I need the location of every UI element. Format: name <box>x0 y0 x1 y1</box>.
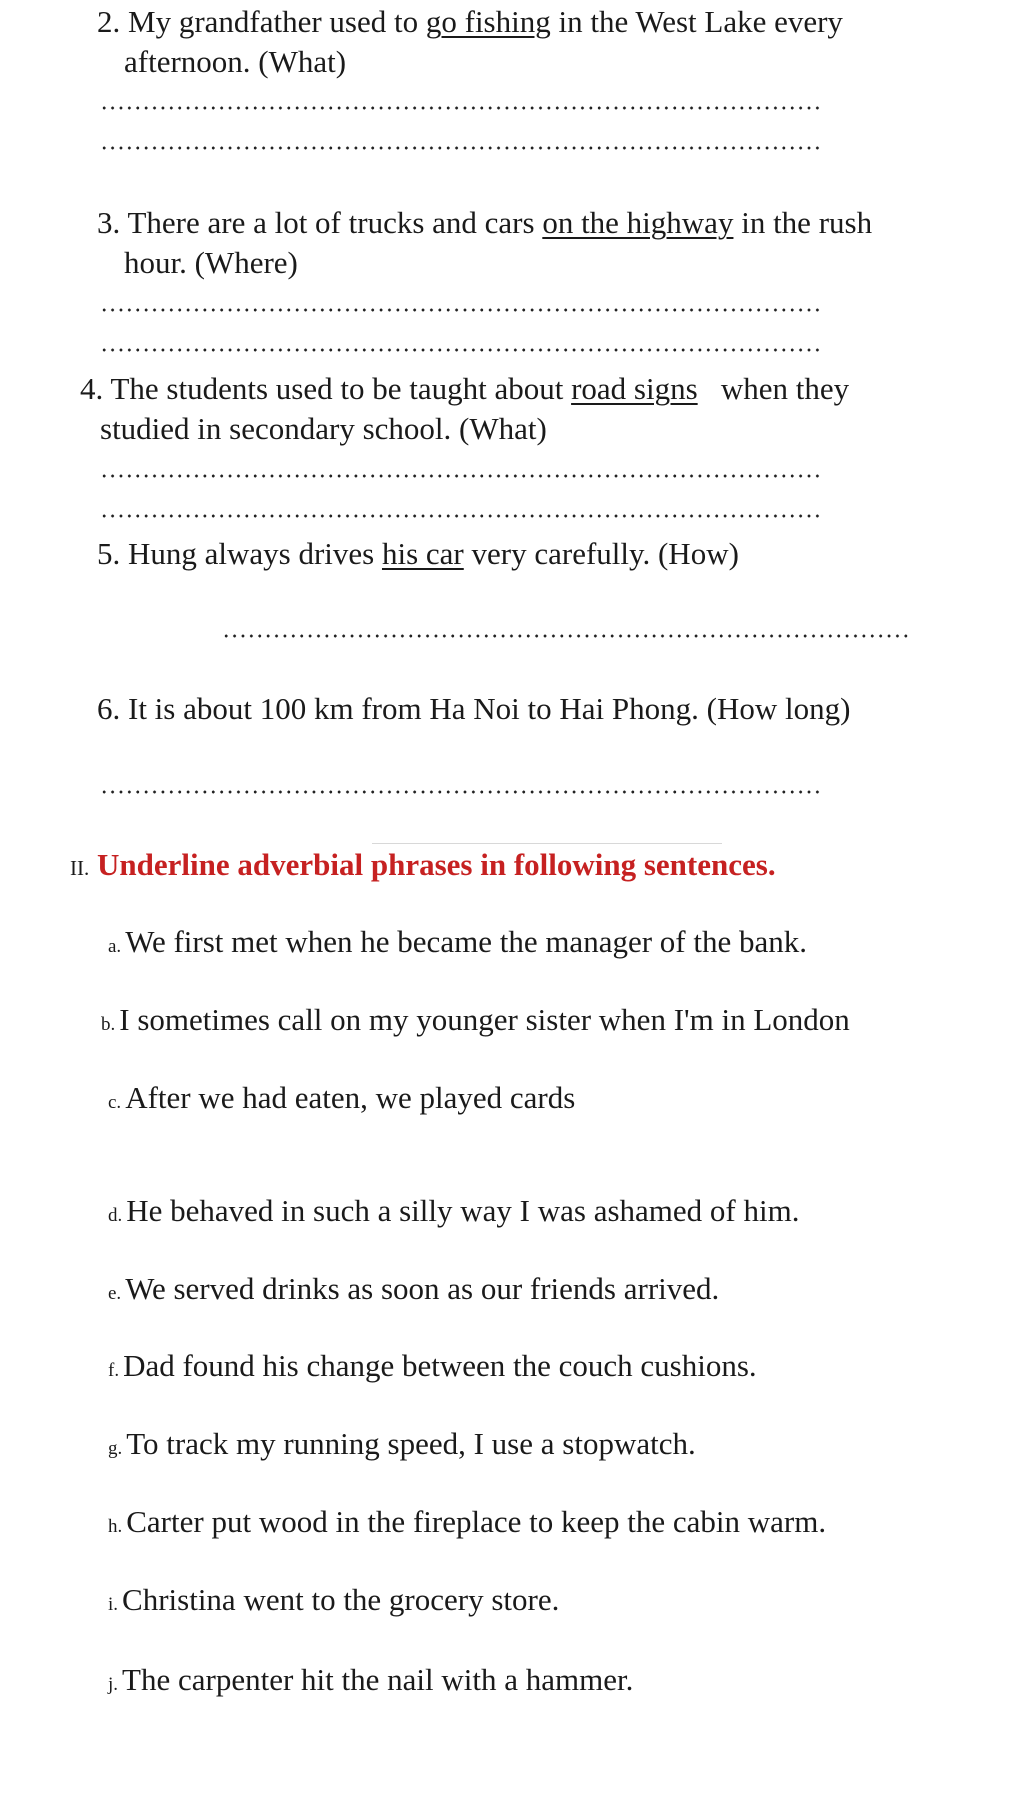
section-2-title: Underline adverbial phrases in following sentences. <box>97 847 776 882</box>
list-item <box>108 1078 575 1123</box>
list-item-text: He behaved in such a silly way I was ashamed of him. <box>126 1193 800 1228</box>
question-3-line-2: hour. (Where) <box>124 245 298 280</box>
list-item-letter: b. <box>101 1014 116 1035</box>
list-item <box>108 1502 826 1547</box>
question-2-text-before: My grandfather used to <box>128 4 426 39</box>
question-3-underlined-phrase: on the highway <box>542 205 734 240</box>
question-2-text-after: in the West Lake every <box>550 4 843 39</box>
question-3-line-1 <box>97 203 872 243</box>
list-item-text: To track my running speed, I use a stopwatch. <box>126 1426 696 1461</box>
list-item-letter: f. <box>108 1360 120 1381</box>
question-6-number: 6. <box>97 691 121 726</box>
question-5-text-before: Hung always drives <box>128 536 382 571</box>
list-item-text: After we had eaten, we played cards <box>125 1080 576 1115</box>
list-item-text: The carpenter hit the nail with a hammer. <box>122 1662 634 1697</box>
answer-line[interactable] <box>100 788 820 796</box>
question-3-text-before: There are a lot of trucks and cars <box>127 205 543 240</box>
section-2-number: II. <box>70 856 90 880</box>
list-item <box>108 1660 633 1705</box>
list-item <box>108 922 807 967</box>
list-item-letter: a. <box>108 936 122 957</box>
answer-line[interactable] <box>100 472 820 480</box>
list-item-text: Carter put wood in the fireplace to keep the cabin warm. <box>126 1504 827 1539</box>
question-4-text-before: The students used to be taught about <box>110 371 572 406</box>
question-6-text: It is about 100 km from Ha Noi to Hai Phong. (How long) <box>128 691 851 726</box>
question-3-number: 3. <box>97 205 121 240</box>
question-2-line-2: afternoon. (What) <box>124 44 347 79</box>
question-4-underlined-phrase: road signs <box>571 371 698 406</box>
list-item-letter: e. <box>108 1283 122 1304</box>
question-5-number: 5. <box>97 536 121 571</box>
question-5-line-1 <box>97 534 739 574</box>
list-item-letter: j. <box>108 1674 119 1695</box>
list-item-letter: h. <box>108 1516 123 1537</box>
list-item <box>101 1000 850 1045</box>
answer-line[interactable] <box>100 512 820 520</box>
question-3-text-after: in the rush <box>733 205 873 240</box>
question-2-line-1 <box>97 2 843 42</box>
list-item <box>108 1424 696 1469</box>
divider <box>372 843 722 844</box>
list-item-text: I sometimes call on my younger sister when I'm in London <box>119 1002 850 1037</box>
question-4-line-1 <box>80 369 849 409</box>
question-4-line-2: studied in secondary school. (What) <box>100 411 547 446</box>
question-5-text-after: very carefully. (How) <box>463 536 739 571</box>
list-item-text: Dad found his change between the couch cushions. <box>123 1348 757 1383</box>
question-5-underlined-phrase: his car <box>381 536 464 571</box>
question-4-number: 4. <box>80 371 104 406</box>
list-item-letter: i. <box>108 1594 119 1615</box>
list-item <box>108 1580 559 1625</box>
list-item-letter: g. <box>108 1438 123 1459</box>
answer-line[interactable] <box>100 306 820 314</box>
answer-line[interactable] <box>100 346 820 354</box>
answer-line[interactable] <box>222 632 910 640</box>
list-item <box>108 1191 799 1236</box>
answer-line[interactable] <box>100 104 820 112</box>
section-2-heading <box>70 845 776 888</box>
list-item-letter: c. <box>108 1092 122 1113</box>
question-6-line-1 <box>97 689 850 729</box>
list-item-text: We served drinks as soon as our friends arrived. <box>125 1271 720 1306</box>
question-2-number: 2. <box>97 4 121 39</box>
question-2-underlined-phrase: go fishing <box>425 4 551 39</box>
answer-line[interactable] <box>100 144 820 152</box>
list-item <box>108 1346 757 1391</box>
list-item <box>108 1269 719 1314</box>
list-item-letter: d. <box>108 1205 123 1226</box>
question-4-text-after: when they <box>697 371 850 406</box>
list-item-text: We first met when he became the manager of the bank. <box>125 924 807 959</box>
list-item-text: Christina went to the grocery store. <box>122 1582 560 1617</box>
